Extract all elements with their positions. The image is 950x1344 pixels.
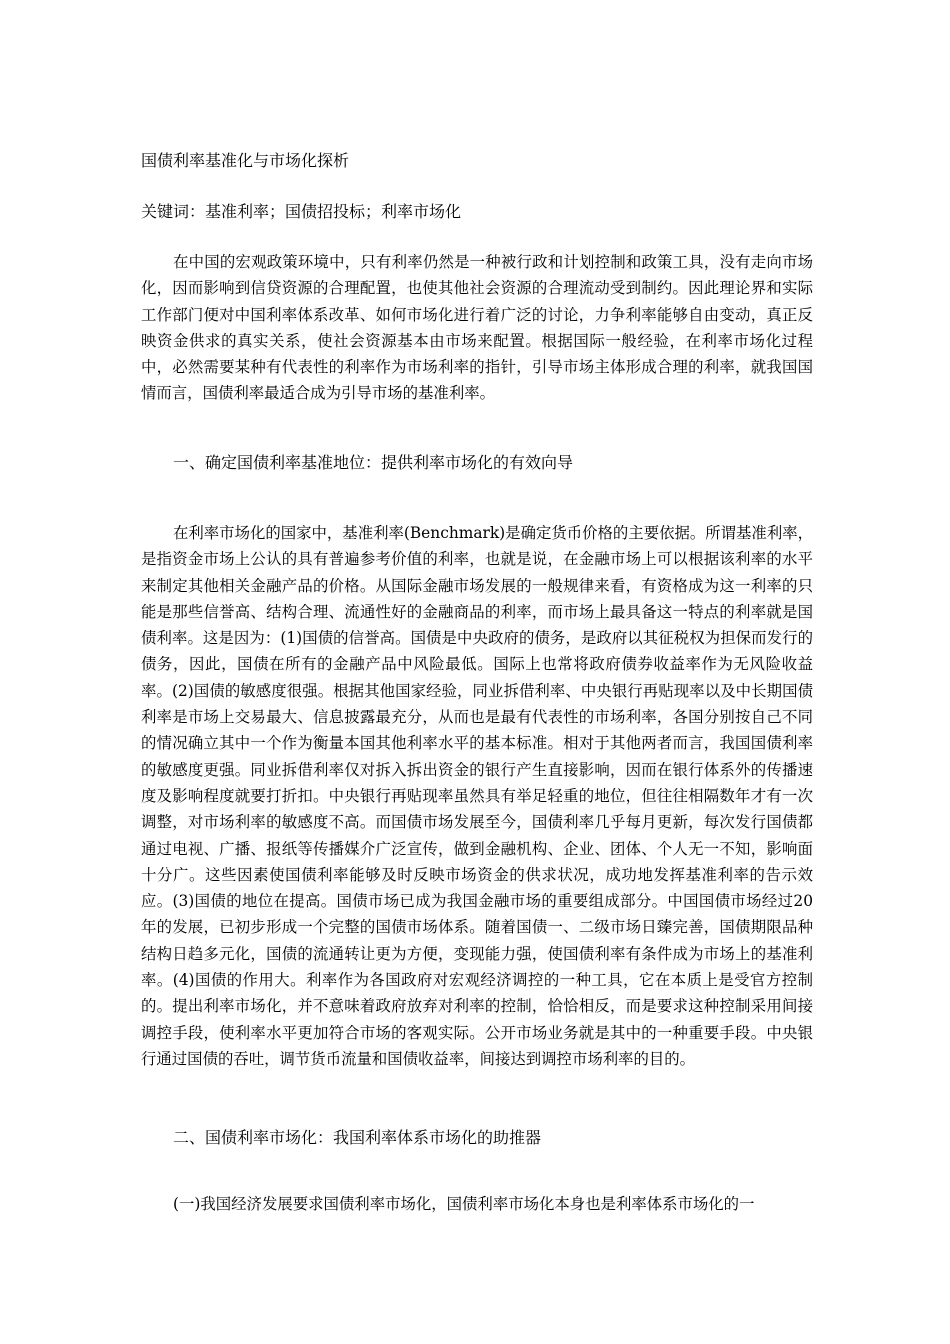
document-title: 国债利率基准化与市场化探析 xyxy=(141,151,350,170)
keywords-line: 关键词：基准利率；国债招投标；利率市场化 xyxy=(141,202,462,221)
section-two-paragraph: (一)我国经济发展要求国债利率市场化，国债利率市场化本身也是利率体系市场化的一 xyxy=(173,1195,755,1213)
intro-paragraph: 在中国的宏观政策环境中，只有利率仍然是一种被行政和计划控制和政策工具，没有走向市场化，因而影响到信贷资源的合理配置，也使其他社会资源的合理流动受到制约。因此理论界和实际工作部门便对中国利率体系改革、如何市场化进行着广泛的讨论，力争利率能够自由变动，真正反映资金供求的真实关系，使社会资源基本由市场来配置。根据国际一般经验，在利率市场化过程中，必然需要某种有代表性的利率作为市场利率的指针，引导市场主体形成合理的利率，就我国国情而言，国债利率最适合成为引导市场的基准利率。 xyxy=(141,253,813,403)
section-one-heading: 一、确定国债利率基准地位：提供利率市场化的有效向导 xyxy=(173,453,574,472)
section-two-heading: 二、国债利率市场化：我国利率体系市场化的助推器 xyxy=(173,1128,542,1147)
section-one-paragraph: 在利率市场化的国家中，基准利率(Benchmark)是确定货币价格的主要依据。所谓基准利率，是指资金市场上公认的具有普遍参考价值的利率，也就是说，在金融市场上可以根据该利率的水平来制定其他相关金融产品的价格。从国际金融市场发展的一般规律来看，有资格成为这一利率的只能是那些信誉高、结构合理、流通性好的金融商品的利率，而市场上最具备这一特点的利率就是国债利率。这是因为：(1)国债的信誉高。国债是中央政府的债务，是政府以其征税权为担保而发行的债务，因此，国债在所有的金融产品中风险最低。国际上也常将政府债券收益率作为无风险收益率。(2)国债的敏感度很强。根据其他国家经验，同业拆借利率、中央银行再贴现率以及中长期国债利率是市场上交易最大、信息披露最充分，从而也是最有代表性的市场利率，各国分别按自己不同的情况确立其中一个作为衡量本国其他利率水平的基本标准。相对于其他两者而言，我国国债利率的敏感度更强。同业拆借利率仅对拆入拆出资金的银行产生直接影响，因而在银行体系外的传播速度及影响程度就要打折扣。中央银行再贴现率虽然具有举足轻重的地位，但往往相隔数年才有一次调整，对市场利率的敏感度不高。而国债市场发展至今，国债利率几乎每月更新，每次发行国债都通过电视、广播、报纸等传播媒介广泛宣传，做到金融机构、企业、团体、个人无一不知，影响面十分广。这些因素使国债利率能够及时反映市场资金的供求状况，成功地发挥基准利率的告示效应。(3)国债的地位在提高。国债市场已成为我国金融市场的重要组成部分。中国国债市场经过20年的发展，已初步形成一个完整的国债市场体系。随着国债一、二级市场日臻完善，国债期限品种结构日趋多元化，国债的流通转让更为方便，变现能力强，使国债利率有条件成为市场上的基准利率。(4)国债的作用大。利率作为各国政府对宏观经济调控的一种工具，它在本质上是受官方控制的。提出利率市场化，并不意味着政府放弃对利率的控制，恰恰相反，而是要求这种控制采用间接调控手段，使利率水平更加符合市场的客观实际。公开市场业务就是其中的一种重要手段。中央银行通过国债的吞吐，调节货币流量和国债收益率，间接达到调控市场利率的目的。 xyxy=(141,524,813,1068)
